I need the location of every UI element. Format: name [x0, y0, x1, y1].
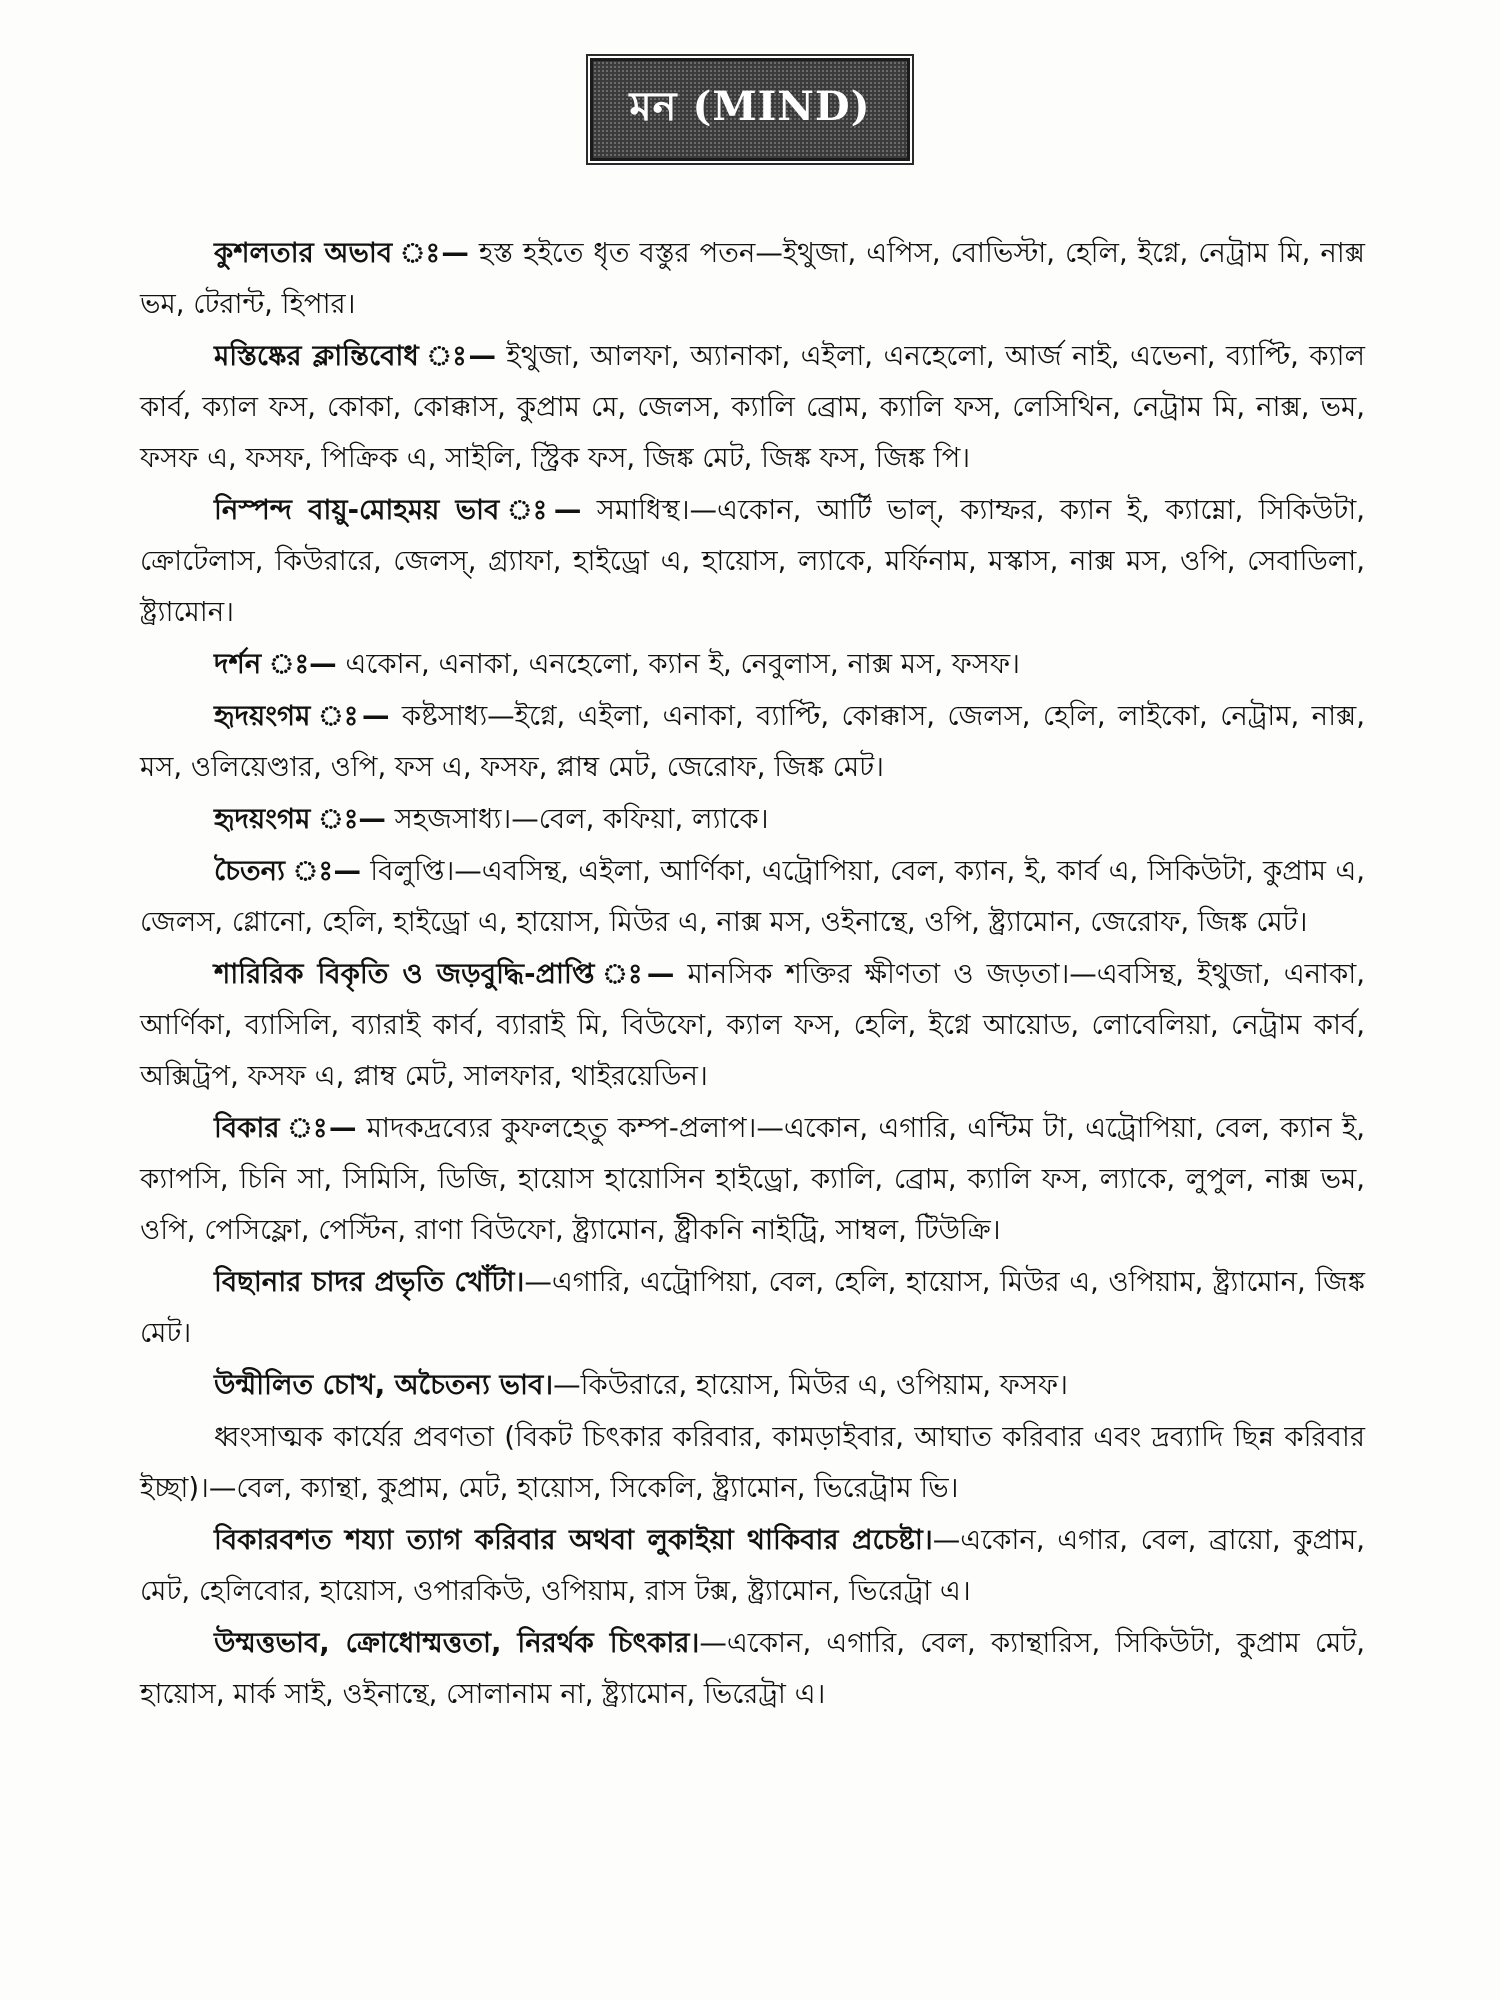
paragraph-heading: নিস্পন্দ বায়ু-মোহময় ভাব ঃ—: [214, 494, 582, 526]
paragraph-heading: মস্তিষ্কের ক্লান্তিবোধ ঃ—: [214, 340, 496, 372]
paragraph-heading: বিকার ঃ—: [214, 1112, 357, 1144]
paragraph-body: ইথুজা, আলফা, অ্যানাকা, এইলা, এনহেলো, আর্জ নাই, এভেনা, ব্যাপ্টি, ক্যাল কার্ব, ক্যাল ফস, কোকা, কোক্কাস, কুপ্রাম মে, জেলস, ক্যালি ব্রোম, ক্যালি ফস, লেসিথিন, নেট্রাম মি, নাক্স, ভম, ফসফ এ, ফসফ, পিক্রিক এ, সাইলি, স্ট্রিক ফস, জিঙ্ক মেট, জিঙ্ক ফস, জিঙ্ক পি।: [140, 340, 1365, 474]
title-area: [0, 58, 1500, 161]
paragraph-1: [140, 228, 1365, 330]
paragraph-7: [140, 846, 1365, 948]
paragraph-8: [140, 949, 1365, 1102]
paragraph-3: [140, 485, 1365, 638]
paragraph-body: —একোন, এগারি, বেল, ক্যান্থারিস, সিকিউটা, কুপ্রাম মেট, হায়োস, মার্ক সাই, ওইনান্থে, সোলানাম না, ষ্ট্র্যামোন, ভিরেট্রা এ।: [140, 1627, 1365, 1710]
paragraph-body: মাদকদ্রব্যের কুফলহেতু কম্প-প্রলাপ।—একোন, এগারি, এন্টিম টা, এট্রোপিয়া, বেল, ক্যান ই, ক্যাপসি, চিনি সা, সিমিসি, ডিজি, হায়োস হায়োসিন হাইড্রো, ক্যালি, ব্রোম, ক্যালি ফস, ল্যাকে, লুপুল, নাক্স ভম, ওপি, পেসিফ্লো, পেস্টিন, রাণা বিউফো, ষ্ট্র্যামোন, ষ্ট্রীকনি নাইট্রি, সাম্বল, টিউক্রি।: [140, 1112, 1366, 1246]
paragraph-body: কষ্টসাধ্য—ইগ্নে, এইলা, এনাকা, ব্যাপ্টি, কোক্কাস, জেলস, হেলি, লাইকো, নেট্রাম, নাক্স, মস, ওলিয়েণ্ডার, ওপি, ফস এ, ফসফ, প্লাম্ব মেট, জেরোফ, জিঙ্ক মেট।: [140, 700, 1365, 783]
paragraph-body: —এগারি, এট্রোপিয়া, বেল, হেলি, হায়োস, মিউর এ, ওপিয়াম, ষ্ট্র্যামোন, জিঙ্ক মেট।: [140, 1266, 1365, 1349]
paragraph-6: [140, 794, 1365, 845]
paragraph-heading: হৃদয়ংগম ঃ—: [214, 803, 386, 835]
paragraph-heading: বিকারবশত শয্যা ত্যাগ করিবার অথবা লুকাইয়া থাকিবার প্রচেষ্টা।: [214, 1524, 933, 1556]
paragraph-heading: বিছানার চাদর প্রভৃতি খোঁটা।: [214, 1266, 525, 1298]
paragraph-body: ধ্বংসাত্মক কার্যের প্রবণতা (বিকট চিৎকার করিবার, কামড়াইবার, আঘাত করিবার এবং দ্রব্যাদি ছিন্ন করিবার ইচ্ছা)।—বেল, ক্যান্থা, কুপ্রাম, মেট, হায়োস, সিকেলি, ষ্ট্র্যামোন, ভিরেট্রাম ভি।: [140, 1421, 1365, 1504]
paragraph-2: [140, 331, 1365, 484]
paragraph-heading: চৈতন্য ঃ—: [214, 855, 362, 887]
paragraph-heading: উন্মীলিত চোখ, অচৈতন্য ভাব।: [214, 1369, 554, 1401]
paragraph-body: একোন, এনাকা, এনহেলো, ক্যান ই, নেবুলাস, নাক্স মস, ফসফ।: [336, 648, 1020, 680]
paragraph-body: হস্ত হইতে ধৃত বস্তুর পতন—ইথুজা, এপিস, বোভিস্টা, হেলি, ইগ্নে, নেট্রাম মি, নাক্স ভম, টেরান্ট, হিপার।: [140, 237, 1365, 320]
paragraph-heading: কুশলতার অভাব ঃ—: [214, 237, 469, 269]
paragraph-heading: হৃদয়ংগম ঃ—: [214, 700, 390, 732]
chapter-title: মন (MIND): [590, 58, 909, 161]
paragraph-body: সহজসাধ্য।—বেল, কফিয়া, ল্যাকে।: [385, 803, 769, 835]
paragraph-9: [140, 1103, 1365, 1256]
paragraph-heading: শারিরিক বিকৃতি ও জড়বুদ্ধি-প্রাপ্তি ঃ—: [214, 958, 675, 990]
paragraph-body: সমাধিস্থ।—একোন, আর্টি ভাল্, ক্যাম্ফর, ক্যান ই, ক্যাম্নো, সিকিউটা, ক্রোটেলাস, কিউরারে, জেলস্, গ্র্যাফা, হাইড্রো এ, হায়োস, ল্যাকে, মর্ফিনাম, মস্কাস, নাক্স মস, ওপি, সেবাডিলা, ষ্ট্র্যামোন।: [140, 494, 1366, 628]
paragraph-4: [140, 639, 1365, 690]
paragraph-11: [140, 1360, 1365, 1411]
paragraph-body: —কিউরারে, হায়োস, মিউর এ, ওপিয়াম, ফসফ।: [553, 1369, 1068, 1401]
paragraph-body: —একোন, এগার, বেল, ব্রায়ো, কুপ্রাম, মেট, হেলিবোর, হায়োস, ওপারকিউ, ওপিয়াম, রাস টক্স, ষ্ট্র্যামোন, ভিরেট্রা এ।: [140, 1524, 1365, 1607]
remedy-list: [140, 228, 1365, 1721]
paragraph-14: [140, 1618, 1365, 1720]
paragraph-12: [140, 1412, 1365, 1514]
paragraph-body: মানসিক শক্তির ক্ষীণতা ও জড়তা।—এবসিন্থ, ইথুজা, এনাকা, আর্ণিকা, ব্যাসিলি, ব্যারাই কার্ব, ব্যারাই মি, বিউফো, ক্যাল ফস, হেলি, ইগ্নে আয়োড, লোবেলিয়া, নেট্রাম কার্ব, অক্সিট্রপ, ফসফ এ, প্লাম্ব মেট, সালফার, থাইরয়েডিন।: [140, 958, 1365, 1092]
paragraph-10: [140, 1257, 1365, 1359]
paragraph-heading: উম্মত্তভাব, ক্রোধোম্মত্ততা, নিরর্থক চিৎকার।: [214, 1627, 700, 1659]
paragraph-heading: দর্শন ঃ—: [214, 648, 337, 680]
paragraph-13: [140, 1515, 1365, 1617]
paragraph-body: বিলুপ্তি।—এবসিন্থ, এইলা, আর্ণিকা, এট্রোপিয়া, বেল, ক্যান, ই, কার্ব এ, সিকিউটা, কুপ্রাম এ, জেলস, গ্লোনো, হেলি, হাইড্রো এ, হায়োস, মিউর এ, নাক্স মস, ওইনান্থে, ওপি, ষ্ট্র্যামোন, জেরোফ, জিঙ্ক মেট।: [140, 855, 1365, 938]
paragraph-5: [140, 691, 1365, 793]
